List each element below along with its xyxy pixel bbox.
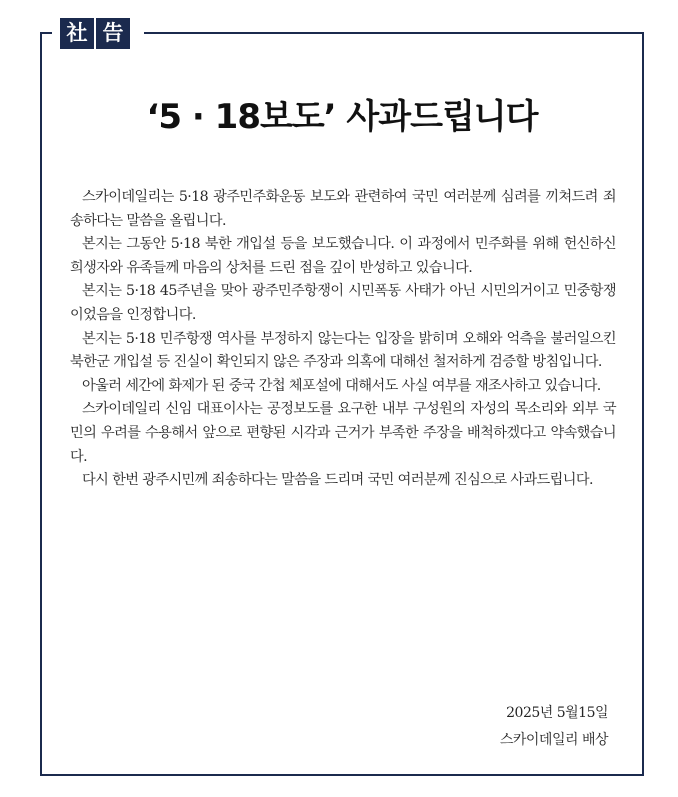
notice-body — [70, 186, 616, 493]
paragraph: 본지는 5·18 민주항쟁 역사를 부정하지 않는다는 입장을 밝히며 오해와 억측을 불러일으킨 북한군 개입설 등 진실이 확인되지 않은 주장과 의혹에 대해선 철저하게 검증할 방침입니다. — [70, 330, 616, 371]
notice-label — [60, 18, 130, 49]
headline: ‘5 · 18보도’ 사과드립니다 — [146, 97, 538, 137]
signoff — [500, 700, 608, 754]
paragraph: 본지는 그동안 5·18 북한 개입설 등을 보도했습니다. 이 과정에서 민주화를 위해 헌신하신 희생자와 유족들께 마음의 상처를 드린 점을 깊이 반성하고 있습니다. — [70, 236, 616, 276]
signoff-date: 2025년 5월15일 — [506, 705, 608, 721]
notice-label-char-1: 社 — [60, 18, 94, 49]
paragraph: 아울러 세간에 화제가 된 중국 간첩 체포설에 대해서도 사실 여부를 재조사하고 있습니다. — [82, 377, 601, 394]
paragraph: 스카이데일리 신임 대표이사는 공정보도를 요구한 내부 구성원의 자성의 목소리와 외부 국민의 우려를 수용해서 앞으로 편향된 시각과 근거가 부족한 주장을 배척하겠다고 약속했습니다. — [70, 401, 616, 465]
signoff-signature: 스카이데일리 배상 — [499, 732, 608, 748]
paragraph: 스카이데일리는 5·18 광주민주화운동 보도와 관련하여 국민 여러분께 심려를 끼쳐드려 죄송하다는 말씀을 올립니다. — [70, 189, 616, 229]
paragraph: 다시 한번 광주시민께 죄송하다는 말씀을 드리며 국민 여러분께 진심으로 사과드립니다. — [82, 472, 593, 489]
paragraph: 본지는 5·18 45주년을 맞아 광주민주항쟁이 시민폭동 사태가 아닌 시민의거이고 민중항쟁이었음을 인정합니다. — [70, 283, 616, 323]
notice-label-char-2: 告 — [96, 18, 130, 49]
